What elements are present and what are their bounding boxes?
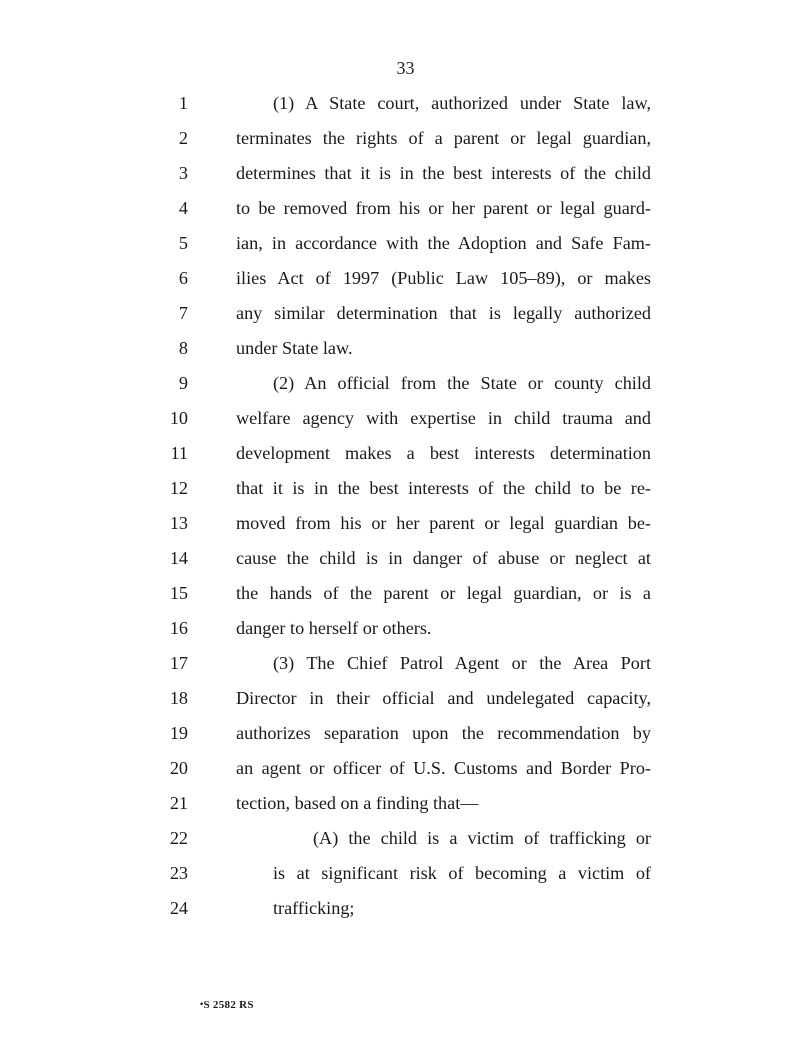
text-line [0,719,811,754]
text-line [0,89,811,124]
text-line [0,334,811,369]
text-line [0,649,811,684]
line-number: 10 [169,408,188,428]
line-text: the hands of the parent or legal guardian, or is a [236,583,651,603]
line-text: moved from his or her parent or legal guardian be- [236,513,651,533]
text-line [0,159,811,194]
text-line [0,404,811,439]
text-line [0,369,811,404]
line-text: tection, based on a finding that— [236,793,479,813]
line-text: any similar determination that is legally authorized [236,303,651,323]
line-text: danger to herself or others. [236,618,432,638]
text-line [0,859,811,894]
text-line [0,614,811,649]
line-text: (3) The Chief Patrol Agent or the Area Port [273,653,651,673]
text-line [0,264,811,299]
text-line [0,439,811,474]
text-line [0,509,811,544]
text-line [0,789,811,824]
text-line [0,194,811,229]
page-number: 33 [396,58,415,78]
line-text: authorizes separation upon the recommendation by [236,723,651,743]
line-text: ilies Act of 1997 (Public Law 105–89), or makes [236,268,651,288]
line-number: 18 [169,688,188,708]
text-line [0,684,811,719]
line-number: 22 [169,828,188,848]
line-text: terminates the rights of a parent or legal guardian, [236,128,651,148]
line-number: 16 [169,618,188,638]
line-text: to be removed from his or her parent or legal guard- [236,198,651,218]
line-number: 14 [169,548,188,568]
bill-identifier: S 2582 RS [203,999,254,1011]
line-number: 8 [178,338,188,358]
line-text: (A) the child is a victim of trafficking or [313,828,651,848]
line-number: 2 [178,128,188,148]
line-number: 1 [178,93,188,113]
text-line [0,754,811,789]
line-number: 6 [178,268,188,288]
text-line [0,544,811,579]
line-number: 24 [169,898,188,918]
text-line [0,124,811,159]
line-text: is at significant risk of becoming a victim of [273,863,651,883]
line-text: under State law. [236,338,353,358]
text-line [0,579,811,614]
line-number: 21 [169,793,188,813]
line-text: determines that it is in the best interests of the child [236,163,651,183]
line-text: trafficking; [273,898,355,918]
line-number: 12 [169,478,188,498]
line-number: 9 [178,373,188,393]
line-number: 11 [170,443,188,463]
text-line [0,474,811,509]
line-text: Director in their official and undelegated capacity, [236,688,651,708]
line-text: an agent or officer of U.S. Customs and Border Pro- [236,758,651,778]
line-number: 4 [178,198,188,218]
text-line [0,824,811,859]
bill-text-body [0,89,811,929]
line-number: 13 [169,513,188,533]
line-text: (2) An official from the State or county child [273,373,651,393]
line-number: 5 [178,233,188,253]
line-text: ian, in accordance with the Adoption and Safe Fam- [236,233,651,253]
line-text: that it is in the best interests of the child to be re- [236,478,651,498]
line-number: 19 [169,723,188,743]
bill-footer [200,999,254,1011]
line-number: 23 [169,863,188,883]
line-text: (1) A State court, authorized under State law, [273,93,651,113]
text-line [0,894,811,929]
line-number: 20 [169,758,188,778]
line-number: 3 [178,163,188,183]
line-number: 17 [169,653,188,673]
line-number: 15 [169,583,188,603]
line-number: 7 [178,303,188,323]
line-text: cause the child is in danger of abuse or neglect at [236,548,651,568]
line-text: development makes a best interests determination [236,443,651,463]
footer-bullet: • [200,999,204,1009]
line-text: welfare agency with expertise in child trauma and [236,408,651,428]
text-line [0,299,811,334]
text-line [0,229,811,264]
